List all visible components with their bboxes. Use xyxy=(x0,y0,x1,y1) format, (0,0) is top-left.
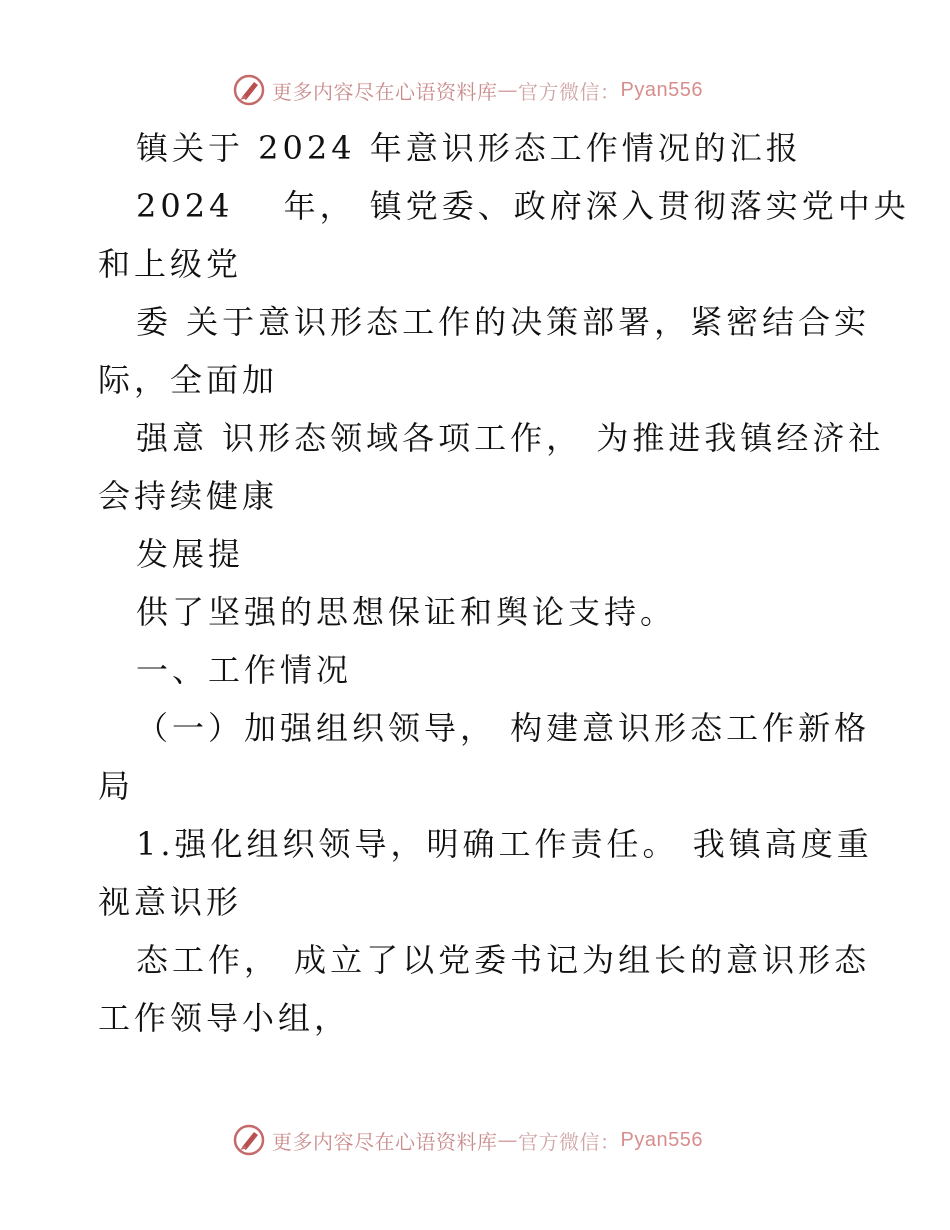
body-line: 和上级党 xyxy=(98,245,243,283)
body-line: 1.强化组织领导，明确工作责任。 我镇高度重 xyxy=(136,825,873,863)
body-line: 委 关于意识形态工作的决策部署，紧密结合实 xyxy=(136,303,871,341)
watermark-site-text: 更多内容尽在心语资料库 xyxy=(272,79,498,104)
body-line: 会持续健康 xyxy=(98,477,279,515)
header-watermark xyxy=(232,70,712,110)
watermark-site-text: 更多内容尽在心语资料库 xyxy=(272,1129,498,1154)
document-title: 镇关于 2024 年意识形态工作情况的汇报 xyxy=(136,129,802,167)
body-line: 供了坚强的思想保证和舆论支持。 xyxy=(136,593,677,631)
body-line: 强意 识形态领域各项工作， 为推进我镇经济社 xyxy=(136,419,885,457)
pen-nib-logo-icon xyxy=(232,73,266,107)
body-line: 工作领导小组， xyxy=(98,999,351,1037)
body-line: 视意识形 xyxy=(98,883,243,921)
subsection-heading: （一）加强组织领导， 构建意识形态工作新格 xyxy=(136,709,871,747)
watermark-dash: — xyxy=(497,78,518,102)
section-heading: 一、工作情况 xyxy=(136,651,353,689)
watermark-wechat-id: Pyan556 xyxy=(620,78,703,101)
body-line: 2024 年， 镇党委、政府深入贯彻落实党中央 xyxy=(136,187,910,225)
watermark-wechat-label: 官方微信： xyxy=(518,1129,621,1154)
watermark-wechat-label: 官方微信： xyxy=(518,79,621,104)
body-line: 态工作， 成立了以党委书记为组长的意识形态 xyxy=(136,941,871,979)
body-line: 局 xyxy=(98,767,135,805)
body-line: 际，全面加 xyxy=(98,361,279,399)
watermark-wechat-id: Pyan556 xyxy=(620,1128,703,1151)
footer-watermark xyxy=(232,1120,712,1160)
watermark-dash: — xyxy=(497,1128,518,1152)
pen-nib-logo-icon xyxy=(232,1123,266,1157)
body-line: 发展提 xyxy=(136,535,245,573)
